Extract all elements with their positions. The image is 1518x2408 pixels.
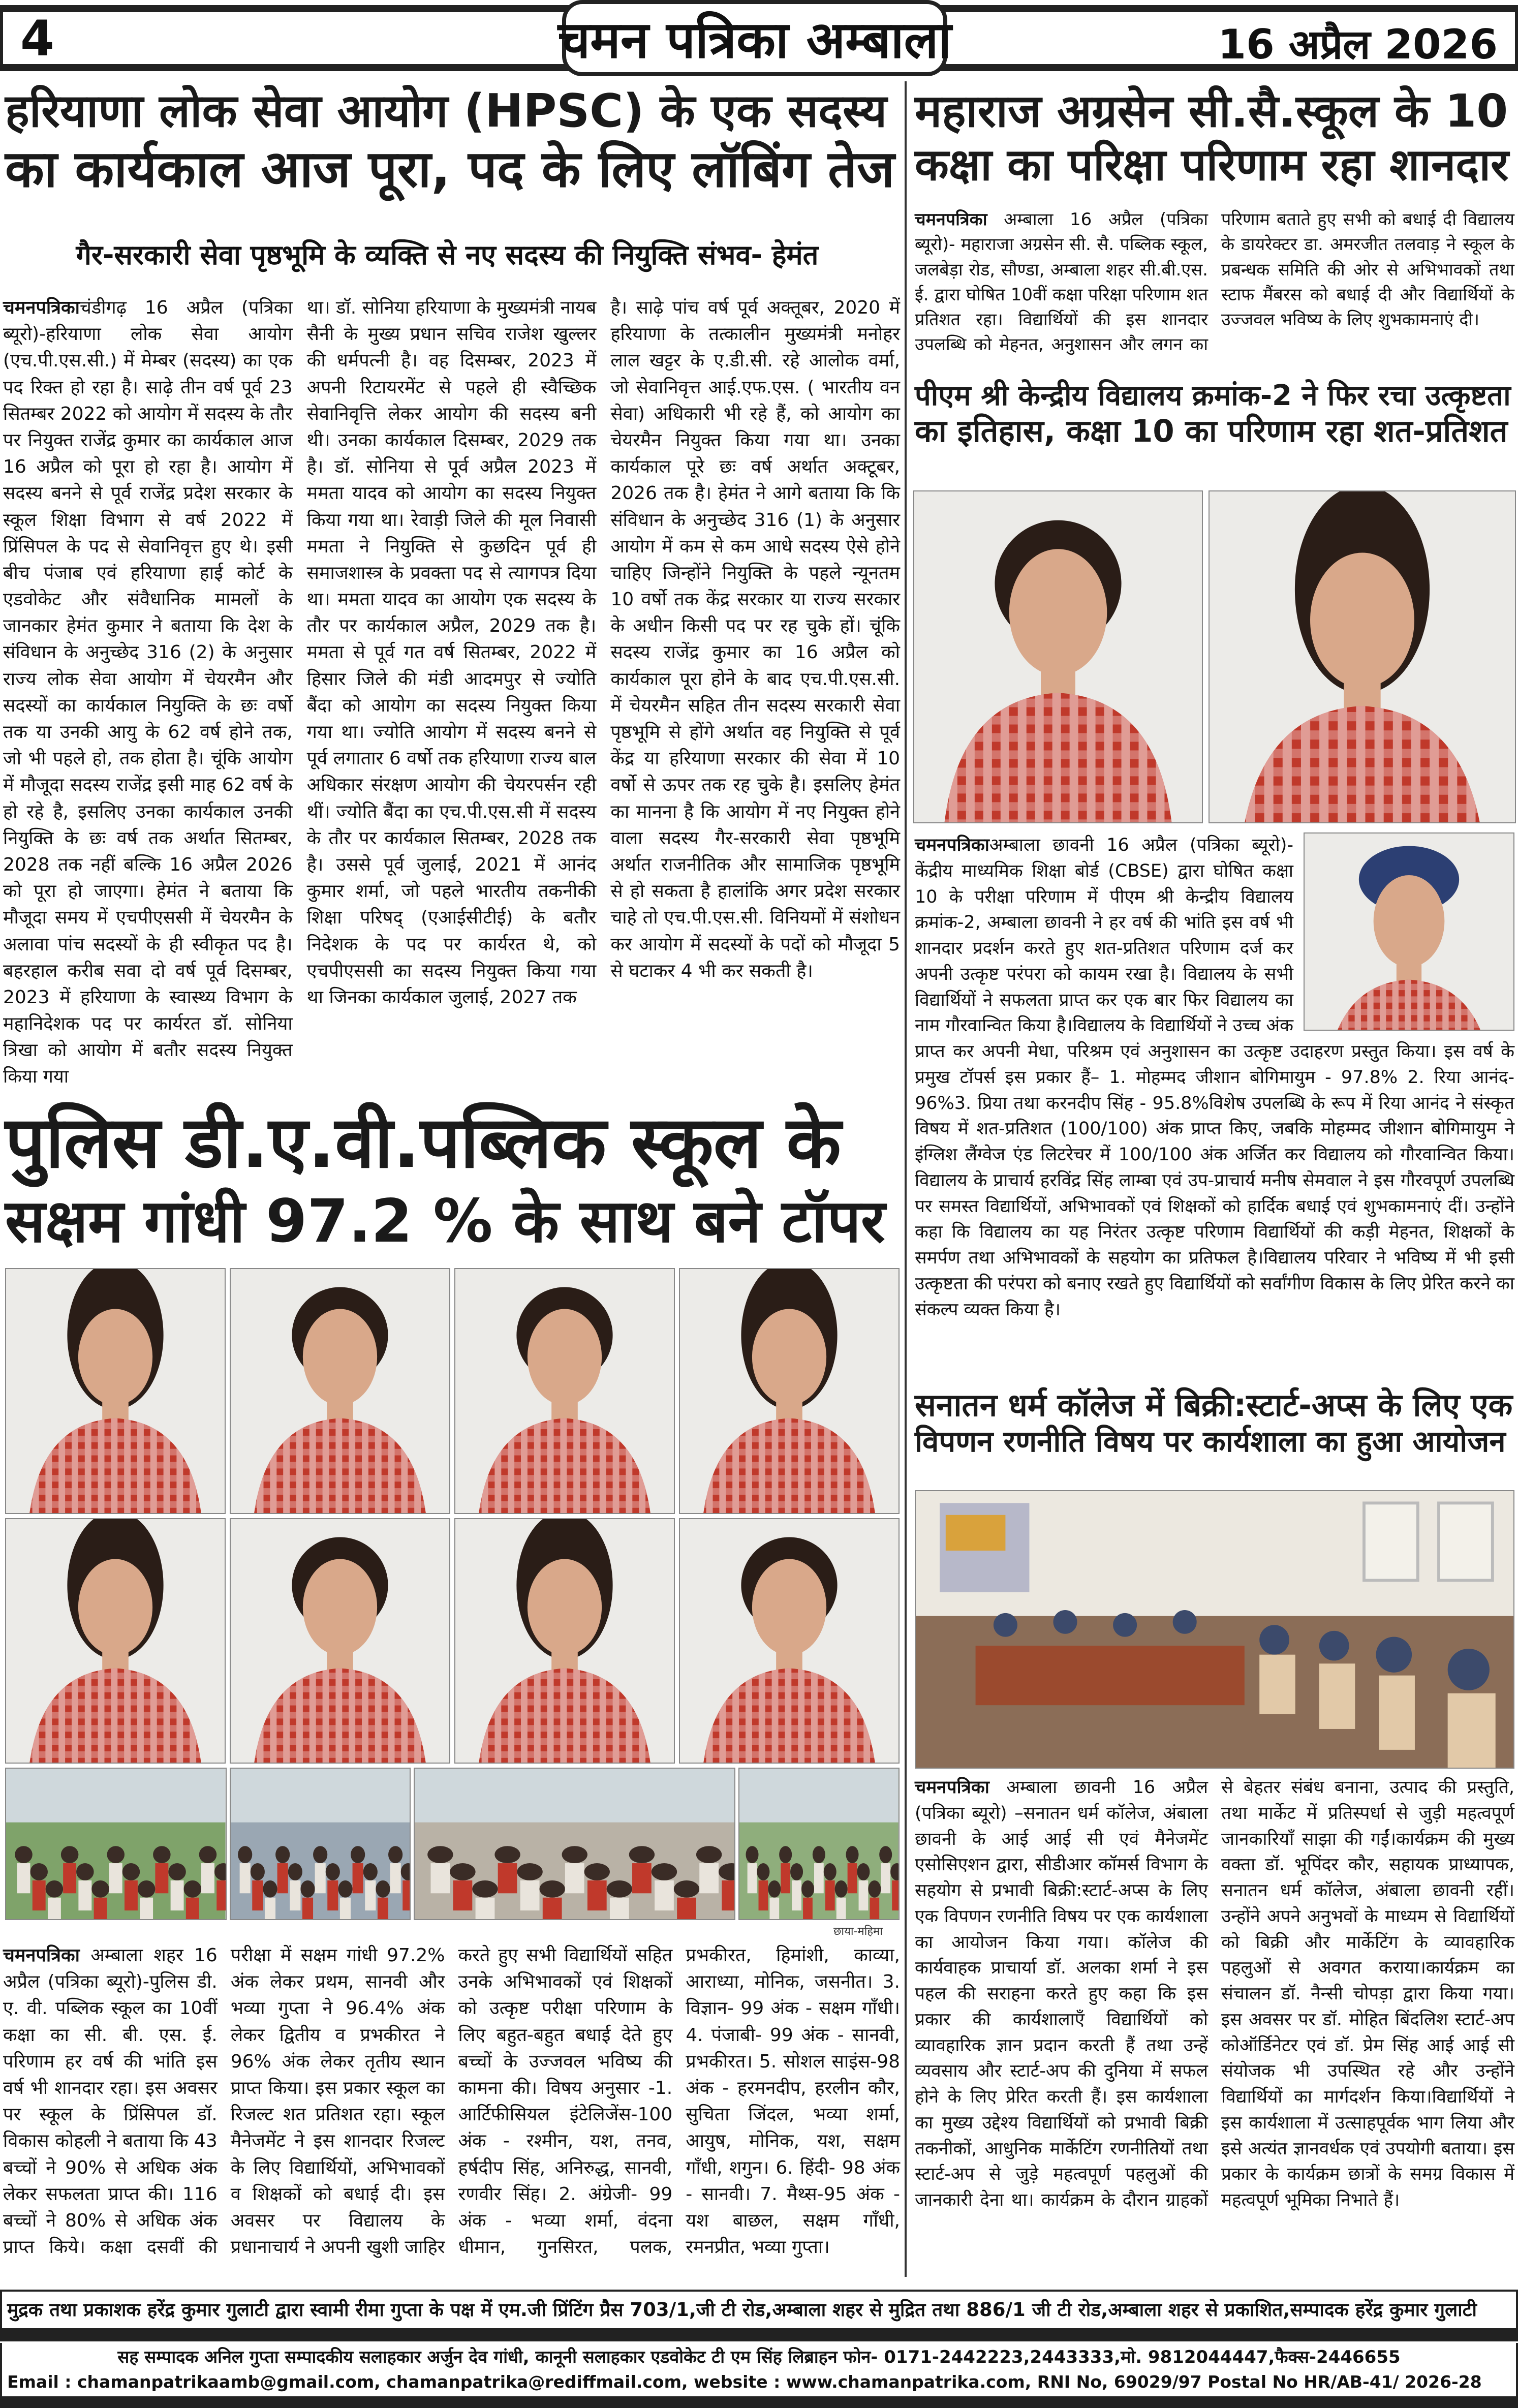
issue-date: 16 अप्रैल 2026 — [1218, 21, 1498, 68]
photo-student-portrait — [230, 1518, 450, 1764]
page-number: 4 — [20, 10, 54, 67]
editors-line: सह सम्पादक अनिल गुप्ता सम्पादकीय सलाहकार अर्जुन देव गांधी, कानूनी सलाहकार एडवोकेट टी एम सिंह लिब्राहन फोन- 0171-2442223,2443333,मो. 9812044447,फैक्स-2446655 — [117, 2347, 1401, 2367]
byline: चमनपत्रिका — [915, 835, 989, 855]
photo-student-portrait — [679, 1518, 900, 1764]
article-text: चंडीगढ़ 16 अप्रैल (पत्रिका ब्यूरो)-हरियाणा लोक सेवा आयोग (एच.पी.एस.सी.) में मेम्बर (सदस्य) का एक पद रिक्त हो रहा है। साढ़े तीन वर्ष पूर्व 23 सितम्बर 2022 को आयोग में सदस्य के तौर पर नियुक्त राजेंद्र कुमार का कार्यकाल आज 16 अप्रैल को पूरा हो रहा है। आयोग में सदस्य बनने से पूर्व राजेंद्र प्रदेश सरकार के स्कूल शिक्षा विभाग से वर्ष 2022 में प्रिंसिपल के पद से सेवानिवृत्त हुए थे। इसी बीच पंजाब एवं हरियाणा हाई कोर्ट के एडवोकेट और संवैधानिक मामलों के जानकार हेमंत कुमार ने बताया कि देश के संविधान के अनुच्छेद 316 (2) के अनुसार राज्य लोक सेवा आयोग में चेयरमैन और सदस्यों का कार्यकाल नियुक्ति के छः वर्षो तक या उनकी आयु के 62 वर्ष होने तक, जो भी पहले हो, तक होता है। चूंकि आयोग में मौजूदा सदस्य राजेंद्र इसी माह 62 वर्ष के हो रहे है, इसलिए उनका कार्यकाल उनकी नियुक्ति के छः वर्ष तक अर्थात सितम्बर, 2028 तक नहीं बल्कि 16 अप्रैल 2026 को पूरा हो जाएगा। हेमंत ने बताया कि मौजूदा समय में एचपीएससी में चेयरमैन के अलावा पांच सदस्यों के ही स्वीकृत पद है। बहरहाल करीब सवा दो वर्ष पूर्व दिसम्बर, 2023 में हरियाणा के स्वास्थ्य विभाग के महानिदेशक पद पर कार्यरत डॉ. सोनिया त्रिखा को आयोग में बतौर सदस्य नियुक्त किया गया — [3, 297, 293, 1088]
article-text: अम्बाला छावनी 16 अप्रैल (पत्रिका ब्यूरो)-केंद्रीय माध्यमिक शिक्षा बोर्ड (CBSE) द्वारा घोषित कक्षा 10 के परीक्षा परिणाम में पीएम श्री केन्द्रीय विद्यालय क्रमांक-2, अम्बाला छावनी ने हर वर्ष की भांति इस वर्ष भी शानदार प्रदर्शन करते हुए शत-प्रतिशत परिणाम दर्ज कर अपनी उत्कृष्ट परंपरा को कायम रखा है। विद्यालय के सभी विद्यार्थियों ने सफलता प्राप्त कर एक बार फिर विद्यालय का नाम गौरवान्वित किया है।विद्यालय के विद्यार्थियों ने उच्च अंक प्राप्त कर अपनी मेधा, परिश्रम एवं अनुशासन का उत्कृष्ट उदाहरण प्रस्तुत किया। इस वर्ष के प्रमुख टॉपर्स इस प्रकार हैं– 1. मोहम्मद जीशान बोगिमायुम - 97.8% 2. रिया आनंद- 96%3. प्रिया तथा करनदीप सिंह - 95.8%विशेष उपलब्धि के रूप में रिया आनंद ने संस्कृत विषय में शत-प्रतिशत (100/100) अंक प्राप्त किए, जबकि मोहम्मद जीशान बोगिमायुम ने इंग्लिश लैंग्वेज एंड लिटरेचर में 100/100 अंक अर्जित कर विद्यालय को गौरवान्वित किया।विद्यालय के प्राचार्य हरविंद्र सिंह लाम्बा एवं उप-प्राचार्य मनीष सेमवाल ने इस गौरवपूर्ण उपलब्धि पर समस्त विद्यार्थियों, अभिभावकों एवं शिक्षकों को हार्दिक बधाई एवं शुभकामनाएं दीं। उन्होंने कहा कि विद्यालय का यह निरंतर उत्कृष्ट परिणाम विद्यार्थियों की कड़ी मेहनत, शिक्षकों के समर्पण तथा अभिभावकों के सहयोग का प्रतिफल है।विद्यालय परिवार ने भविष्य में भी इसी उत्कृष्टता की परंपरा को बनाए रखते हुए विद्यार्थियों को सर्वांगीण विकास के लिए प्रेरित करने का संकल्प व्यक्त किया है। — [915, 835, 1515, 1320]
headline-line: सनातन धर्म कॉलेज में बिक्री:स्टार्ट-अप्स के लिए एक — [915, 1386, 1513, 1424]
photo-student-portrait — [230, 1268, 450, 1514]
photo-credit: छाया-महिमा — [833, 1925, 883, 1938]
student-portraits-grid — [5, 1268, 900, 1764]
sd-headline — [915, 1386, 1514, 1460]
hpsc-article — [3, 295, 900, 1091]
article-column — [3, 295, 293, 1091]
sd-article — [915, 1775, 1514, 2213]
footer-contacts — [0, 2343, 1518, 2396]
photo-group-students — [414, 1768, 735, 1920]
footer-rule — [0, 2330, 1518, 2341]
headline-line: पुलिस डी.ए.वी.पब्लिक स्कूल के — [5, 1101, 842, 1184]
photo-student-topper-girl — [1209, 490, 1516, 823]
photo-student-portrait — [454, 1268, 675, 1514]
headline-line: का कार्यकाल आज पूरा, पद के लिए लॉबिंग तेज — [5, 139, 895, 199]
article-text: है। साढ़े पांच वर्ष पूर्व अक्तूबर, 2020 में हरियाणा के तत्कालीन मुख्यमंत्री मनोहर लाल खट्टर के ए.डी.सी. रहे आलोक वर्मा, जो सेवानिवृत्त आई.एफ.एस. ( भारतीय वन सेवा) अधिकारी भी रहे हैं, को आयोग का चेयरमैन नियुक्त किया गया था। उनका कार्यकाल पूरे छः वर्ष अर्थात अक्टूबर, 2026 तक है। हेमंत ने आगे बताया कि कि संविधान के अनुच्छेद 316 (1) के अनुसार आयोग में कम से कम आधे सदस्य ऐसे होने चाहिए जिन्होंने नियुक्ति के पहले न्यूनतम 10 वर्षो तक केंद्र सरकार या राज्य सरकार के अधीन किसी पद पर रह चुके हों। चूंकि सदस्य राजेंद्र कुमार का 16 अप्रैल को कार्यकाल पूरा होने के बाद एच.पी.एस.सी. में चेयरमैन सहित तीन सदस्य सरकारी सेवा पृष्ठभूमि से होंगे अर्थात वह नियुक्ति से पूर्व केंद्र या हरियाणा सरकार की सेवा में 10 वर्षो से ऊपर तक रह चुके है। इसलिए हेमंत का मानना है कि आयोग में नए नियुक्त होने वाला सदस्य गैर-सरकारी सेवा पृष्ठभूमि अर्थात राजनीतिक और सामाजिक पृष्ठभूमि से हो सकता है हालांकि अगर प्रदेश सरकार चाहे तो एच.पी.एस.सी. विनियमों में संशोधन कर आयोग में सदस्यों के पदों को मौजूदा 5 से घटाकर 4 भी कर सकती है। — [610, 297, 901, 981]
article-column — [610, 295, 900, 984]
headline-line: का इतिहास, कक्षा 10 का परिणाम रहा शत-प्रतिशत — [915, 413, 1508, 450]
photo-student-portrait — [454, 1518, 675, 1764]
kv-headline — [915, 379, 1514, 450]
photo-student-portrait — [679, 1268, 900, 1514]
photo-group-students — [738, 1768, 900, 1920]
group-photos-row — [5, 1768, 900, 1920]
dav-article — [3, 1942, 900, 2261]
article-text: अम्बाला शहर 16 अप्रैल (पत्रिका ब्यूरो)-पुलिस डी. ए. वी. पब्लिक स्कूल का 10वीं कक्षा का सी. बी. एस. ई. परिणाम हर वर्ष की भांति इस वर्ष भी शानदार रहा। इस अवसर पर स्कूल के प्रिंसिपल डॉ. विकास कोहली ने बताया कि 43 बच्चों ने 90% से अधिक अंक लेकर सफलता प्राप्त की। 116 बच्चों ने 80% से अधिक अंक प्राप्त किये। कक्षा दसवीं की परीक्षा में सक्षम गांधी 97.2% अंक लेकर प्रथम, सानवी और भव्या गुप्ता ने 96.4% अंक लेकर द्वितीय व प्रभकीरत ने 96% अंक लेकर तृतीय स्थान प्राप्त किया। इस प्रकार स्कूल का रिजल्ट शत प्रतिशत रहा। स्कूल मैनेजमेंट ने इस शानदार रिजल्ट के लिए विद्यार्थियों, अभिभावकों व शिक्षकों को बधाई दी। इस अवसर पर विद्यालय के प्रधानाचार्य ने अपनी खुशी जाहिर करते हुए सभी विद्यार्थियों सहित उनके अभिभावकों एवं शिक्षकों को उत्कृष्ट परीक्षा परिणाम के लिए बहुत-बहुत बधाई देते हुए बच्चों के उज्जवल भविष्य की कामना की। विषय अनुसार -1. आर्टिफीसियल इंटेलिजेंस-100 अंक - रश्मीन, यश, तनव, हर्षदीप सिंह, अनिरुद्ध, सानवी, रणवीर सिंह। 2. अंग्रेजी- 99 अंक - भव्या शर्मा, वंदना धीमान, गुनसिरत, पलक, प्रभकीरत, हिमांशी, काव्या, आराध्या, मोनिक, जसनीत। 3. विज्ञान- 99 अंक - सक्षम गाँधी। 4. पंजाबी- 99 अंक - सानवी, प्रभकीरत। 5. सोशल साइंस-98 अंक - हरमनदीप, हरलीन कौर, सुचिता जिंदल, भव्या शर्मा, आयुष, मोनिक, यश, सक्षम गाँधी, शगुन। 6. हिंदी- 98 अंक - सानवी। 7. मैथ्स-95 अंक - यश बाछल, सक्षम गाँधी, रमनप्रीत, भव्या गुप्ता। — [3, 1945, 900, 2258]
printer-line — [0, 2290, 1518, 2330]
byline: चमनपत्रिका — [915, 1777, 989, 1798]
dav-headline — [5, 1100, 894, 1257]
agrasen-article — [915, 207, 1514, 358]
article-text: था। डॉ. सोनिया हरियाणा के मुख्यमंत्री नायब सैनी के मुख्य प्रधान सचिव राजेश खुल्लर की धर्मपत्नी है। वह दिसम्बर, 2023 में अपनी रिटायरमेंट से पहले ही स्वैच्छिक सेवानिवृत्ति लेकर आयोग की सदस्य बनी थी। उनका कार्यकाल दिसम्बर, 2029 तक है। डॉ. सोनिया से पूर्व अप्रैल 2023 में ममता यादव को आयोग का सदस्य नियुक्त किया गया था। रेवाड़ी जिले की मूल निवासी ममता ने नियुक्ति से कुछदिन पूर्व ही समाजशास्त्र के प्रवक्ता पद से त्यागपत्र दिया था। ममता यादव का आयोग एक सदस्य के तौर पर कार्यकाल अप्रैल, 2029 तक है। ममता से पूर्व गत वर्ष सितम्बर, 2022 में हिसार जिले की मंडी आदमपुर से ज्योति बैंदा को आयोग का सदस्य नियुक्त किया गया था। ज्योति आयोग में सदस्य बनने से पूर्व लगातार 6 वर्षो तक हरियाणा राज्य बाल अधिकार संरक्षण आयोग की चेयरपर्सन रही थीं। ज्योति बैंदा का एच.पी.एस.सी में सदस्य के तौर पर कार्यकाल सितम्बर, 2028 तक है। उससे पूर्व जुलाई, 2021 में आनंद कुमार शर्मा, जो पहले भारतीय तकनीकी शिक्षा परिषद् (एआईसीटीई) के बतौर निदेशक के पद पर कार्यरत थे, को एचपीएससी का सदस्य नियुक्त किया गया था जिनका कार्यकाल जुलाई, 2027 तक — [306, 297, 597, 1008]
kv-article — [915, 832, 1514, 1322]
agrasen-headline — [915, 84, 1512, 191]
article-text: अम्बाला छावनी 16 अप्रैल (पत्रिका ब्यूरो) –सनातन धर्म कॉलेज, अंबाला छावनी के आई आई सी एवं मैनेजमेंट एसोसिएशन द्वारा, सीडीआर कॉमर्स विभाग के सहयोग से प्रभावी बिक्री:स्टार्ट-अप्स के लिए एक विपणन रणनीति विषय पर एक कार्यशाला का आयोजन किया गया। कॉलेज की कार्यवाहक प्राचार्या डॉ. अलका शर्मा ने इस पहल की सराहना करते हुए कहा कि इस प्रकार की कार्यशालाएँ विद्यार्थियों को व्यावहारिक ज्ञान प्रदान करती हैं तथा उन्हें व्यवसाय और स्टार्ट-अप की दुनिया में सफल होने के लिए प्रेरित करती हैं। इस कार्यशाला का मुख्य उद्देश्य विद्यार्थियों को प्रभावी बिक्री तकनीकों, आधुनिक मार्केटिंग रणनीतियों तथा स्टार्ट-अप से जुड़े महत्वपूर्ण पहलुओं की जानकारी देना था। कार्यक्रम के दौरान ग्राहकों से बेहतर संबंध बनाना, उत्पाद की प्रस्तुति, तथा मार्केट में प्रतिस्पर्धा से जुड़ी महत्वपूर्ण जानकारियाँ साझा की गईं।कार्यक्रम की मुख्य वक्ता डॉ. भूपिंदर कौर, सहायक प्राध्यापक, सनातन धर्म कॉलेज, अंबाला छावनी रहीं। उन्होंने अपने अनुभवों के माध्यम से विद्यार्थियों को बिक्री और मार्केटिंग के व्यावहारिक पहलुओं से अवगत कराया।कार्यक्रम का संचालन डॉ. नैन्सी चोपड़ा द्वारा किया गया। इस अवसर पर डॉ. मोहित बिंदलिश स्टार्ट-अप कोऑर्डिनेटर एवं डॉ. प्रेम सिंह आई आई सी संयोजक भी उपस्थित रहे और उन्होंने विद्यार्थियों का मार्गदर्शन किया।विद्यार्थियों ने इस कार्यशाला में उत्साहपूर्वक भाग लिया और इसे अत्यंत ज्ञानवर्धक एवं उपयोगी बताया। इस प्रकार के कार्यक्रम छात्रों के समग्र विकास में महत्वपूर्ण भूमिका निभाते हैं। — [915, 1777, 1514, 2210]
photo-student-portrait — [5, 1518, 226, 1764]
byline: चमनपत्रिका — [3, 1945, 80, 1966]
photo-workshop — [915, 1490, 1514, 1769]
subheadline-text: गैर-सरकारी सेवा पृष्ठभूमि के व्यक्ति से नए सदस्य की नियुक्ति संभव- हेमंत — [76, 239, 819, 271]
byline: चमनपत्रिका — [915, 209, 987, 230]
headline-line: हरियाणा लोक सेवा आयोग (HPSC) के एक सदस्य — [5, 84, 887, 138]
printer-text: मुद्रक तथा प्रकाशक हरेंद्र कुमार गुलाटी द्वारा स्वामी रीमा गुप्ता के पक्ष में एम.जी प्रिंटिंग प्रैस 703/1,जी टी रोड,अम्बाला शहर से मुद्रित तथा 886/1 जी टी रोड,अम्बाला शहर से प्रकाशित,सम्पादक हरेंद्र कुमार गुलाटी — [7, 2298, 1477, 2321]
headline-line: पीएम श्री केन्द्रीय विद्यालय क्रमांक-2 ने फिर रचा उत्कृष्टता — [915, 379, 1511, 412]
footer-rule — [0, 2396, 1518, 2408]
headline-line: महाराज अग्रसेन सी.सै.स्कूल के 10 — [915, 84, 1508, 137]
headline-line: सक्षम गांधी 97.2 % के साथ बने टॉपर — [5, 1186, 885, 1256]
contact-line: Email : chamanpatrikaamb@gmail.com, chamanpatrika@rediffmail.com, website : www.chamanpatrika.com, RNI No, 69029/97 Postal No HR/AB-41/ 2026-28 — [7, 2371, 1482, 2392]
photo-student-turban — [1304, 832, 1514, 1031]
headline-line: कक्षा का परिक्षा परिणाम रहा शानदार — [915, 138, 1509, 191]
byline: चमनपत्रिका — [3, 297, 80, 318]
headline-line: विपणन रणनीति विषय पर कार्यशाला का हुआ आयोजन — [915, 1424, 1506, 1459]
photo-group-students — [5, 1768, 227, 1920]
photo-student-topper-boy — [913, 490, 1203, 823]
photo-student-portrait — [5, 1268, 226, 1514]
hpsc-subheadline — [71, 239, 823, 272]
column-divider — [905, 81, 907, 2277]
article-column — [307, 295, 597, 1011]
article-text: अम्बाला 16 अप्रैल (पत्रिका ब्यूरो)- महाराजा अग्रसेन सी. सै. पब्लिक स्कूल, जलबेड़ा रोड, सौण्डा, अम्बाला शहर सी.बी.एस. ई. द्वारा घोषित 10वीं कक्षा परिक्षा परिणाम शत प्रतिशत रहा। विद्यार्थियों की इस शानदार उपलब्धि को मेहनत, अनुशासन और लगन का परिणाम बताते हुए सभी को बधाई दी विद्यालय के डायरेक्टर डा. अमरजीत तलवाड़ ने स्कूल के प्रबन्धक समिति की ओर से अभिभावकों तथा स्टाफ मैंबरस को बधाई दी और विद्यार्थियों के उज्जवल भविष्य के लिए शुभकामनाएं दी। — [915, 209, 1514, 355]
hpsc-headline — [5, 84, 897, 200]
photo-group-students — [230, 1768, 411, 1920]
newspaper-masthead: चमन पत्रिका अम्बाला — [562, 0, 947, 76]
